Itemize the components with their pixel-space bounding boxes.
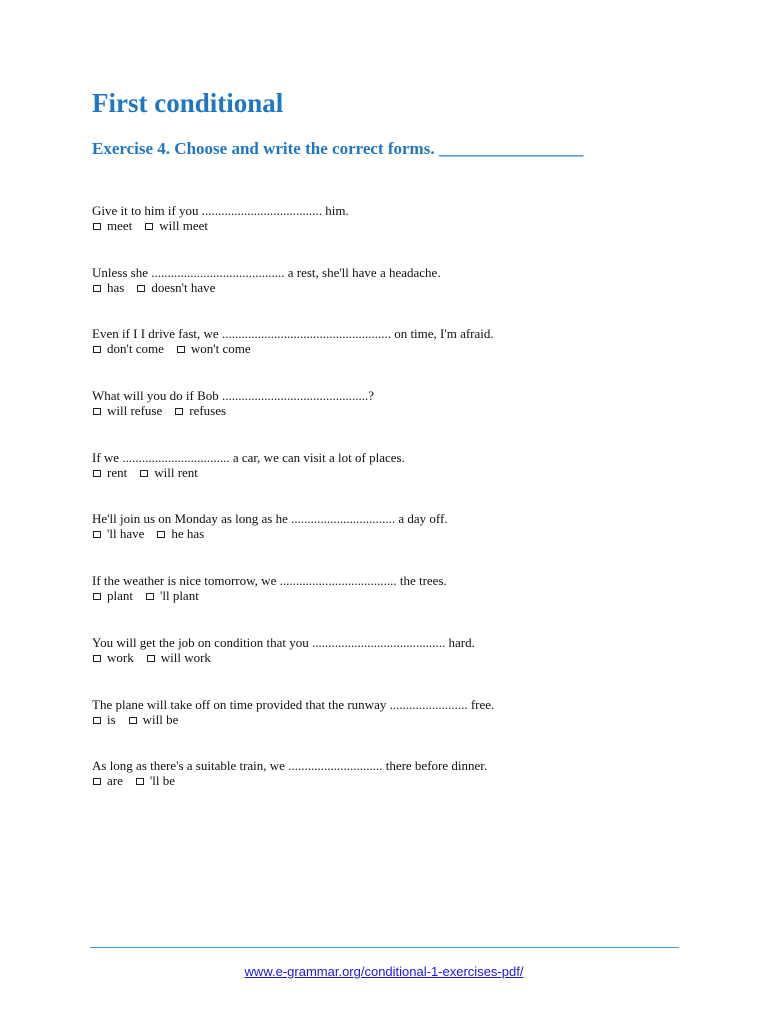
answer-option[interactable]: [146, 650, 211, 665]
question-text: Unless she ......................................... a rest, she'll have a headache.: [92, 264, 441, 280]
question-item: [92, 265, 692, 327]
option-label: doesn't have: [151, 279, 216, 295]
checkbox-icon[interactable]: [145, 223, 153, 230]
option-label: he has: [171, 526, 205, 542]
question-item: [92, 511, 692, 573]
question-text: The plane will take off on time provided that the runway ........................ free.: [92, 696, 495, 712]
question-item: [92, 450, 692, 512]
answer-option[interactable]: [92, 280, 124, 295]
answer-option[interactable]: [144, 218, 208, 233]
question-text: If we ................................. a car, we can visit a lot of places.: [92, 449, 405, 465]
answer-option[interactable]: [92, 341, 164, 356]
option-label: will work: [160, 649, 211, 665]
question-text: If the weather is nice tomorrow, we .................................... the trees.: [92, 573, 447, 589]
question-item: [92, 635, 692, 697]
answer-option[interactable]: [92, 526, 144, 541]
question-item: [92, 326, 692, 388]
checkbox-icon[interactable]: [93, 408, 101, 415]
source-link[interactable]: www.e-grammar.org/conditional-1-exercises-pdf/: [244, 964, 524, 979]
question-text: What will you do if Bob .............................................?: [92, 388, 375, 404]
answer-option[interactable]: [92, 773, 123, 788]
checkbox-icon[interactable]: [157, 531, 165, 538]
checkbox-icon[interactable]: [137, 285, 145, 292]
footer: [0, 964, 768, 980]
answer-options: [92, 773, 692, 788]
checkbox-icon[interactable]: [175, 408, 183, 415]
checkbox-icon[interactable]: [129, 717, 137, 724]
option-label: work: [107, 649, 134, 665]
answer-options: [92, 218, 692, 233]
option-label: will be: [142, 711, 179, 727]
answer-option[interactable]: [92, 650, 134, 665]
checkbox-icon[interactable]: [146, 593, 154, 600]
question-text: As long as there's a suitable train, we ............................. there before dinner.: [92, 758, 488, 774]
answer-option[interactable]: [92, 403, 162, 418]
answer-options: [92, 280, 692, 295]
footer-divider: [90, 947, 679, 948]
option-label: will meet: [159, 218, 209, 233]
option-label: will refuse: [107, 403, 163, 419]
option-label: 'll plant: [160, 588, 199, 604]
option-label: are: [107, 773, 123, 789]
checkbox-icon[interactable]: [93, 470, 101, 477]
question-item: [92, 697, 692, 759]
answer-options: [92, 403, 692, 418]
answer-option[interactable]: [92, 465, 127, 480]
option-label: will rent: [154, 464, 198, 480]
question-item: [92, 573, 692, 635]
answer-option[interactable]: [174, 403, 226, 418]
page-title: First conditional: [92, 88, 284, 118]
answer-option[interactable]: [136, 280, 215, 295]
answer-options: [92, 650, 692, 665]
answer-option[interactable]: [92, 588, 133, 603]
option-label: has: [107, 279, 125, 295]
option-label: is: [107, 711, 116, 727]
option-label: meet: [107, 218, 133, 233]
checkbox-icon[interactable]: [93, 346, 101, 353]
answer-option[interactable]: [139, 465, 198, 480]
option-label: don't come: [107, 341, 164, 357]
answer-option[interactable]: [176, 341, 251, 356]
question-item: [92, 203, 692, 265]
checkbox-icon[interactable]: [93, 655, 101, 662]
question-text: Even if I I drive fast, we .................................................... on time, I'm afraid.: [92, 326, 494, 342]
checkbox-icon[interactable]: [140, 470, 148, 477]
option-label: won't come: [190, 341, 251, 357]
option-label: 'll be: [149, 773, 175, 789]
question-item: [92, 758, 692, 820]
question-item: [92, 388, 692, 450]
question-text: You will get the job on condition that you ......................................... hard.: [92, 634, 475, 650]
answer-option[interactable]: [135, 773, 175, 788]
answer-options: [92, 712, 692, 727]
checkbox-icon[interactable]: [93, 531, 101, 538]
answer-options: [92, 341, 692, 356]
answer-options: [92, 588, 692, 603]
checkbox-icon[interactable]: [93, 717, 101, 724]
option-label: plant: [107, 588, 133, 604]
checkbox-icon[interactable]: [136, 778, 144, 785]
answer-option[interactable]: [92, 218, 132, 233]
checkbox-icon[interactable]: [93, 593, 101, 600]
question-list: [92, 203, 692, 820]
answer-options: [92, 465, 692, 480]
checkbox-icon[interactable]: [177, 346, 185, 353]
checkbox-icon[interactable]: [93, 778, 101, 785]
answer-option[interactable]: [156, 526, 204, 541]
answer-option[interactable]: [128, 712, 179, 727]
exercise-instruction: Exercise 4. Choose and write the correct forms. _________________: [92, 139, 584, 158]
answer-options: [92, 526, 692, 541]
answer-option[interactable]: [145, 588, 199, 603]
option-label: refuses: [189, 403, 227, 419]
checkbox-icon[interactable]: [93, 285, 101, 292]
checkbox-icon[interactable]: [93, 223, 101, 230]
checkbox-icon[interactable]: [147, 655, 155, 662]
question-text: He'll join us on Monday as long as he ................................ a day off.: [92, 511, 448, 527]
answer-option[interactable]: [92, 712, 116, 727]
option-label: rent: [107, 464, 128, 480]
option-label: 'll have: [107, 526, 145, 542]
question-text: Give it to him if you ..................................... him.: [92, 203, 349, 218]
